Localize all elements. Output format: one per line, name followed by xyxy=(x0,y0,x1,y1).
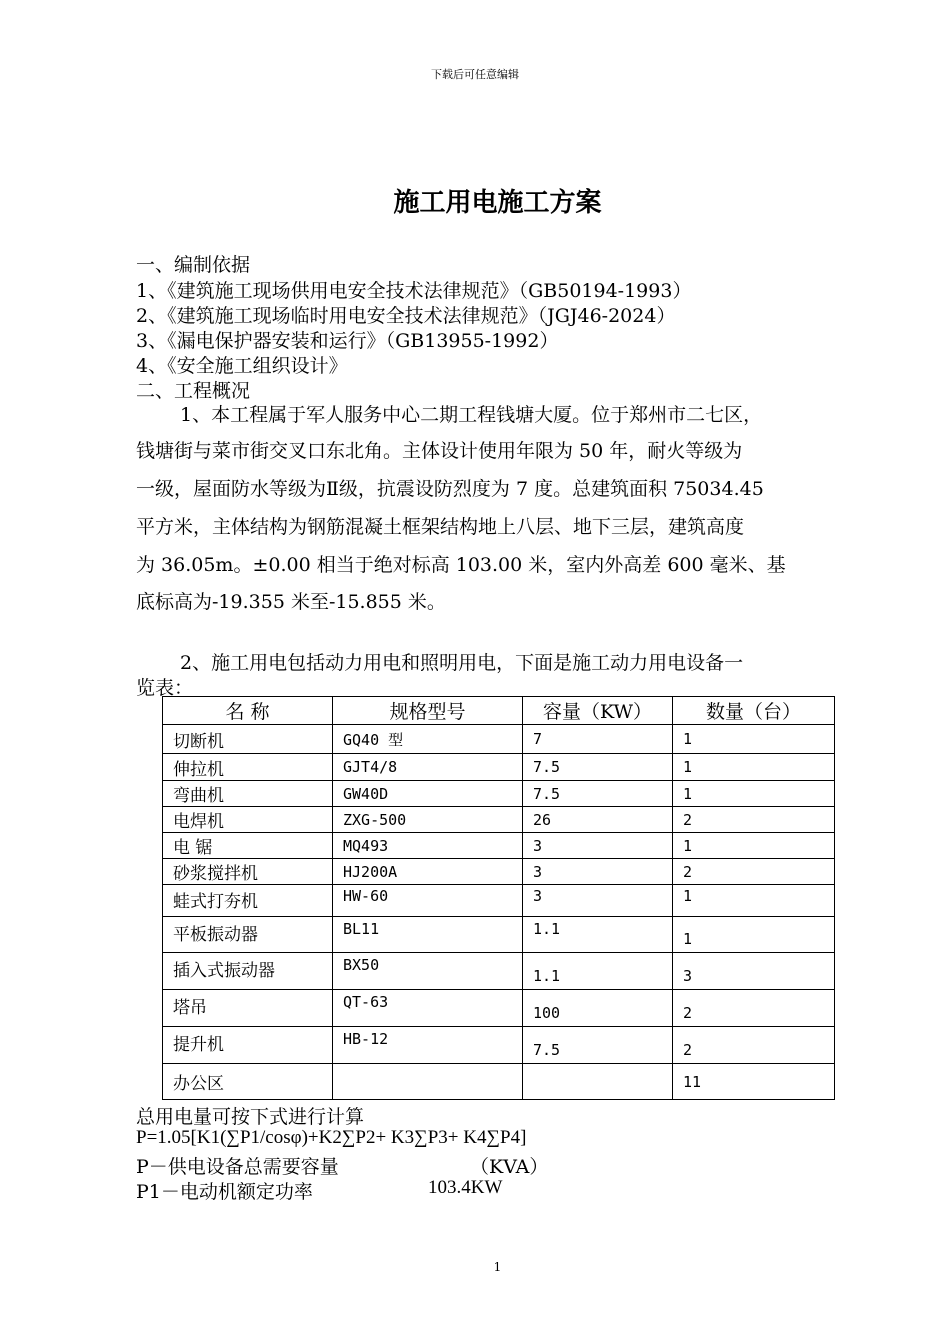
equipment-capacity: 1.1 xyxy=(523,953,673,990)
paragraph-line: 一级，屋面防水等级为Ⅱ级，抗震设防烈度为 7 度。总建筑面积 75034.45 xyxy=(136,478,764,500)
section-heading: 二、工程概况 xyxy=(136,380,251,402)
equipment-name: 弯曲机 xyxy=(163,781,333,807)
equipment-name: 电焊机 xyxy=(163,807,333,833)
table-row xyxy=(163,754,835,781)
p-unit: （KVA） xyxy=(470,1156,549,1178)
column-header: 数量（台） xyxy=(673,697,835,725)
paragraph-line: 钱塘街与菜市街交叉口东北角。主体设计使用年限为 50 年，耐火等级为 xyxy=(136,440,743,462)
calc-intro: 总用电量可按下式进行计算 xyxy=(136,1106,365,1128)
equipment-quantity: 2 xyxy=(673,990,835,1027)
table-row xyxy=(163,885,835,917)
equipment-model: MQ493 xyxy=(333,833,523,859)
equipment-capacity: 7.5 xyxy=(523,754,673,781)
paragraph-line: 平方米，主体结构为钢筋混凝土框架结构地上八层、地下三层，建筑高度 xyxy=(136,516,745,538)
equipment-capacity: 7 xyxy=(523,725,673,754)
equipment-quantity: 1 xyxy=(673,781,835,807)
equipment-capacity: 3 xyxy=(523,833,673,859)
document-title: 施工用电施工方案 xyxy=(393,188,602,218)
equipment-name: 电 锯 xyxy=(163,833,333,859)
table-row xyxy=(163,917,835,953)
paragraph-line: 览表： xyxy=(136,677,194,699)
equipment-model: BX50 xyxy=(333,953,523,990)
equipment-name: 提升机 xyxy=(163,1027,333,1064)
paragraph-line: 为 36.05m。±0.00 相当于绝对标高 103.00 米，室内外高差 600 毫米、基 xyxy=(136,554,786,576)
equipment-capacity: 1.1 xyxy=(523,917,673,953)
p1-value: 103.4KW xyxy=(428,1177,503,1198)
equipment-capacity: 7.5 xyxy=(523,781,673,807)
equipment-capacity xyxy=(523,1064,673,1100)
p1-definition: P1－电动机额定功率 xyxy=(136,1181,313,1203)
equipment-capacity: 100 xyxy=(523,990,673,1027)
paragraph-line: 2、施工用电包括动力用电和照明用电，下面是施工动力用电设备一 xyxy=(180,652,744,674)
equipment-model: GQ40 型 xyxy=(333,725,523,754)
section-heading: 一、编制依据 xyxy=(136,254,251,276)
equipment-quantity: 1 xyxy=(673,917,835,953)
equipment-capacity: 26 xyxy=(523,807,673,833)
equipment-quantity: 11 xyxy=(673,1064,835,1100)
equipment-model: GW40D xyxy=(333,781,523,807)
equipment-quantity: 2 xyxy=(673,807,835,833)
equipment-capacity: 3 xyxy=(523,859,673,885)
equipment-model xyxy=(333,1064,523,1100)
column-header: 容量（KW） xyxy=(523,697,673,725)
equipment-name: 办公区 xyxy=(163,1064,333,1100)
reference-item: 3、《漏电保护器安装和运行》（GB13955-1992） xyxy=(136,330,559,352)
column-header: 名 称 xyxy=(163,697,333,725)
table-row xyxy=(163,833,835,859)
power-formula: P=1.05[K1(∑P1/cosφ)+K2∑P2+ K3∑P3+ K4∑P4] xyxy=(136,1127,527,1148)
equipment-table xyxy=(162,696,835,1100)
equipment-name: 伸拉机 xyxy=(163,754,333,781)
equipment-quantity: 2 xyxy=(673,1027,835,1064)
table-row xyxy=(163,859,835,885)
equipment-name: 塔吊 xyxy=(163,990,333,1027)
equipment-model: BL11 xyxy=(333,917,523,953)
p-definition: P－供电设备总需要容量 xyxy=(136,1156,339,1178)
reference-item: 4、《安全施工组织设计》 xyxy=(136,355,348,377)
equipment-model: HW-60 xyxy=(333,885,523,917)
reference-item: 1、《建筑施工现场供用电安全技术法律规范》（GB50194-1993） xyxy=(136,280,692,302)
equipment-capacity: 3 xyxy=(523,885,673,917)
reference-item: 2、《建筑施工现场临时用电安全技术法律规范》（JGJ46-2024） xyxy=(136,305,676,327)
equipment-model: GJT4/8 xyxy=(333,754,523,781)
table-row xyxy=(163,953,835,990)
paragraph-line: 1、本工程属于军人服务中心二期工程钱塘大厦。位于郑州市二七区， xyxy=(180,404,763,426)
equipment-model: HJ200A xyxy=(333,859,523,885)
equipment-model: QT-63 xyxy=(333,990,523,1027)
table-row xyxy=(163,1064,835,1100)
equipment-model: ZXG-500 xyxy=(333,807,523,833)
table-row xyxy=(163,725,835,754)
equipment-quantity: 1 xyxy=(673,725,835,754)
equipment-quantity: 1 xyxy=(673,833,835,859)
equipment-quantity: 1 xyxy=(673,754,835,781)
page-header: 下载后可任意编辑 xyxy=(431,68,519,81)
table-row xyxy=(163,1027,835,1064)
equipment-name: 插入式振动器 xyxy=(163,953,333,990)
equipment-model: HB-12 xyxy=(333,1027,523,1064)
equipment-capacity: 7.5 xyxy=(523,1027,673,1064)
table-row xyxy=(163,807,835,833)
equipment-quantity: 1 xyxy=(673,885,835,917)
table-row xyxy=(163,781,835,807)
table-header-row xyxy=(163,697,835,725)
equipment-quantity: 3 xyxy=(673,953,835,990)
equipment-name: 切断机 xyxy=(163,725,333,754)
equipment-name: 砂浆搅拌机 xyxy=(163,859,333,885)
equipment-name: 蛙式打夯机 xyxy=(163,885,333,917)
paragraph-line: 底标高为-19.355 米至-15.855 米。 xyxy=(136,591,446,613)
column-header: 规格型号 xyxy=(333,697,523,725)
equipment-name: 平板振动器 xyxy=(163,917,333,953)
page-number: 1 xyxy=(493,1260,502,1274)
equipment-quantity: 2 xyxy=(673,859,835,885)
table-row xyxy=(163,990,835,1027)
